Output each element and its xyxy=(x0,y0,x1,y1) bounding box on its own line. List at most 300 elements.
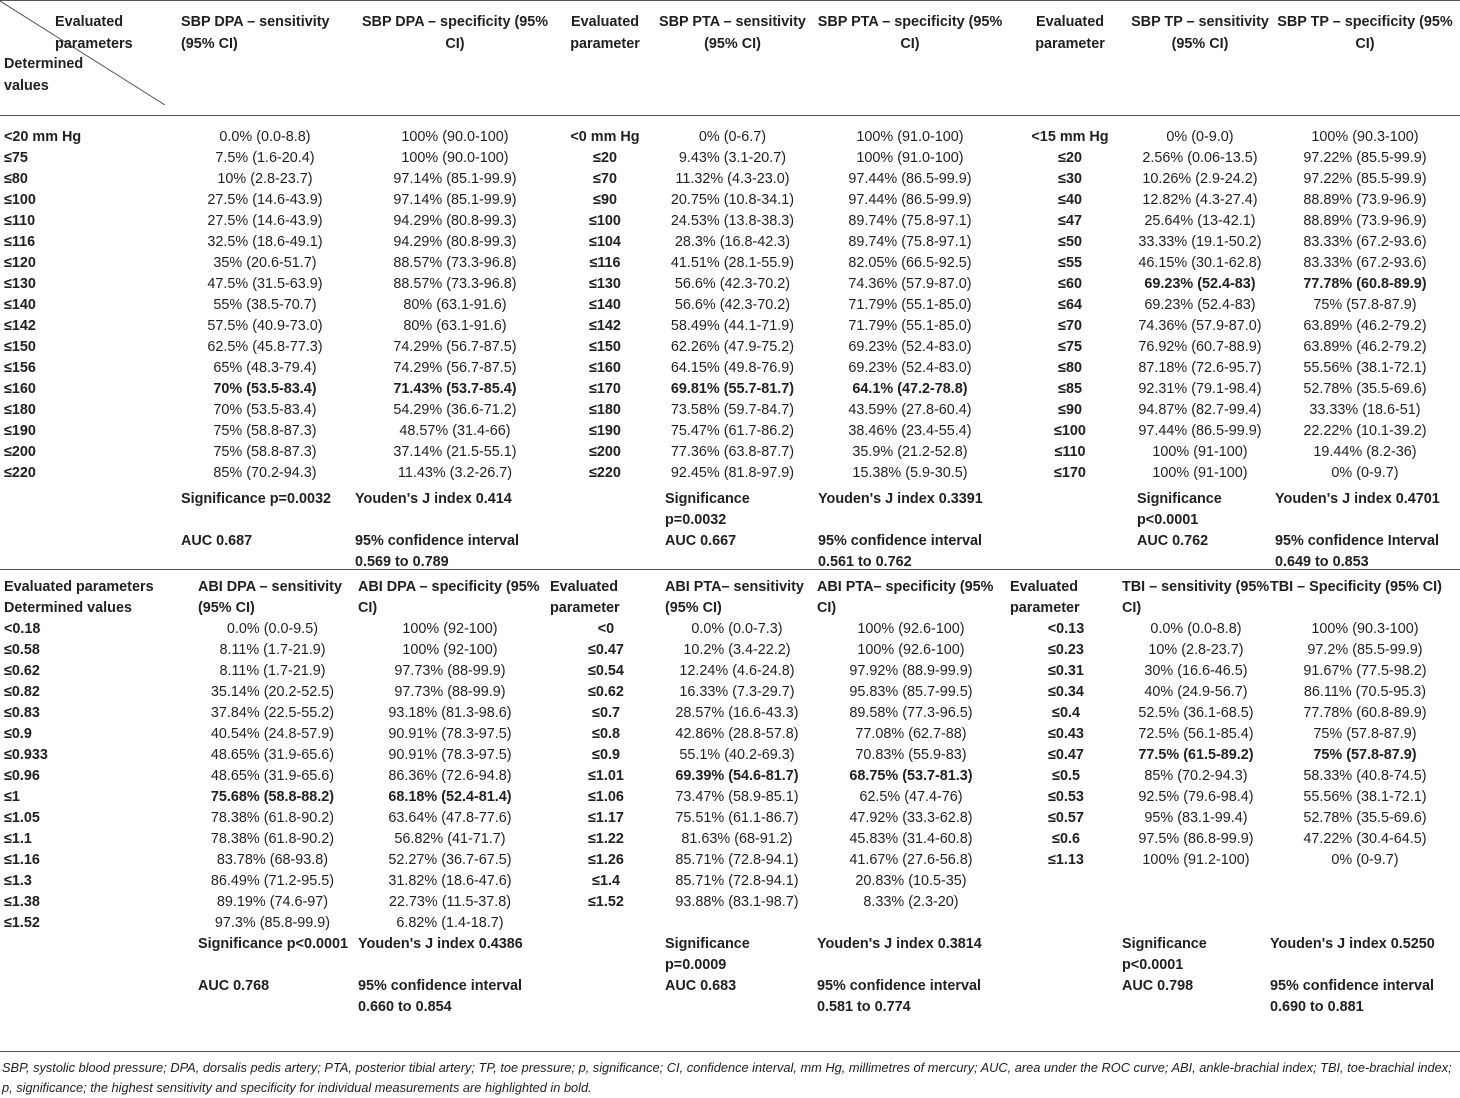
table-cell xyxy=(812,913,1010,934)
table-cell: 80% (63.1-91.6) xyxy=(403,297,507,313)
table-row xyxy=(0,871,1460,892)
table-row xyxy=(0,661,1460,682)
table-cell: 41.51% (28.1-55.9) xyxy=(670,255,795,271)
table-cell: 35% (20.6-51.7) xyxy=(213,255,317,271)
table-cell: 64.15% (49.8-76.9) xyxy=(670,360,795,376)
sbp-dpa-ci: 95% confidence interval 0.569 to 0.789 xyxy=(355,533,519,570)
table-cell: 75.47% (61.7-86.2) xyxy=(670,423,795,439)
table-cell: ≤100 xyxy=(1054,423,1086,439)
table-cell: 58.49% (44.1-71.9) xyxy=(670,318,795,334)
table-cell: 64.1% (47.2-78.8) xyxy=(852,381,968,397)
table-cell: ≤75 xyxy=(1058,339,1082,355)
table-row xyxy=(0,892,1460,913)
table-cell: 75.68% (58.8-88.2) xyxy=(210,789,335,805)
table-row xyxy=(0,619,1460,640)
sbp-header-row xyxy=(0,1,1460,116)
table-cell: 91.67% (77.5-98.2) xyxy=(1303,663,1427,679)
sbp-pta-youden: Youden's J index 0.3391 xyxy=(818,491,983,507)
table-cell: ≤220 xyxy=(4,465,36,481)
table-cell: ≤1 xyxy=(4,789,20,805)
table-cell: 55.56% (38.1-72.1) xyxy=(1303,789,1427,805)
table-cell: 92.5% (79.6-98.4) xyxy=(1138,789,1254,805)
table-cell: ≤140 xyxy=(4,297,36,313)
table-cell: 100% (91.0-100) xyxy=(856,129,964,145)
table-cell: 30% (16.6-46.5) xyxy=(1144,663,1248,679)
table-cell: ≤0.96 xyxy=(4,768,40,784)
table-cell: ≤20 xyxy=(593,150,617,166)
table-cell: 100% (90.0-100) xyxy=(401,150,509,166)
header-abi-pta-parameter: Evaluated parameter xyxy=(550,579,620,616)
table-row xyxy=(0,211,1460,232)
table-cell: 69.23% (52.4-83.0) xyxy=(848,339,972,355)
table-row xyxy=(0,232,1460,253)
header-sbp-pta-sensitivity: SBP PTA – sensitivity (95% CI) xyxy=(655,1,810,116)
table-cell: 88.57% (73.3-96.8) xyxy=(393,255,517,271)
table-cell: 88.57% (73.3-96.8) xyxy=(393,276,517,292)
table-cell: 74.29% (56.7-87.5) xyxy=(393,339,517,355)
table-row xyxy=(0,190,1460,211)
table-cell xyxy=(1270,913,1460,934)
table-cell: 75% (57.8-87.9) xyxy=(1313,297,1417,313)
table-cell: 48.57% (31.4-66) xyxy=(399,423,511,439)
table-cell: 56.6% (42.3-70.2) xyxy=(674,297,791,313)
table-cell: 77.78% (60.8-89.9) xyxy=(1303,705,1427,721)
table-cell: ≤1.52 xyxy=(4,915,40,931)
table-cell: ≤1.3 xyxy=(4,873,32,889)
table-cell: 28.3% (16.8-42.3) xyxy=(674,234,791,250)
table-cell: 52.78% (35.5-69.6) xyxy=(1303,381,1427,397)
table-cell: ≤156 xyxy=(4,360,36,376)
table-cell: 97.14% (85.1-99.9) xyxy=(393,171,517,187)
table-cell: 55% (38.5-70.7) xyxy=(213,297,317,313)
table-cell: 65% (48.3-79.4) xyxy=(213,360,317,376)
table-row xyxy=(0,316,1460,337)
table-cell: ≤0.8 xyxy=(592,726,620,742)
table-cell: 43.59% (27.8-60.4) xyxy=(848,402,972,418)
table-cell: 27.5% (14.6-43.9) xyxy=(207,192,323,208)
table-row xyxy=(0,442,1460,463)
table-row xyxy=(0,850,1460,871)
table-cell: 92.45% (81.8-97.9) xyxy=(670,465,795,481)
table-cell: 80% (63.1-91.6) xyxy=(403,318,507,334)
abi-pta-significance: Significance p=0.0009 xyxy=(665,936,750,973)
table-cell: 100% (91-100) xyxy=(1152,444,1248,460)
table-cell: ≤80 xyxy=(1058,360,1082,376)
table-cell xyxy=(1010,871,1122,892)
table-cell: 77.5% (61.5-89.2) xyxy=(1138,747,1254,763)
table-cell: ≤1.26 xyxy=(588,852,624,868)
abi-dpa-significance: Significance p<0.0001 xyxy=(198,936,348,952)
table-cell: 8.11% (1.7-21.9) xyxy=(219,663,326,679)
table-cell: 22.22% (10.1-39.2) xyxy=(1303,423,1427,439)
table-cell: 92.31% (79.1-98.4) xyxy=(1138,381,1262,397)
table-cell: 33.33% (19.1-50.2) xyxy=(1138,234,1262,250)
table-cell: 74.36% (57.9-87.0) xyxy=(1138,318,1262,334)
table-cell: 97.22% (85.5-99.9) xyxy=(1303,150,1427,166)
table-cell: 7.5% (1.6-20.4) xyxy=(215,150,315,166)
table-cell: 19.44% (8.2-36) xyxy=(1313,444,1417,460)
table-cell: 48.65% (31.9-65.6) xyxy=(210,747,335,763)
table-cell: 85% (70.2-94.3) xyxy=(1144,768,1248,784)
sbp-tp-ci: 95% confidence Interval 0.649 to 0.853 xyxy=(1275,533,1439,570)
table-cell: ≤0.43 xyxy=(1048,726,1084,742)
table-row xyxy=(0,913,1460,934)
table-cell: ≤0.5 xyxy=(1052,768,1080,784)
table-cell: 62.5% (47.4-76) xyxy=(859,789,963,805)
header-sbp-tp-sensitivity: SBP TP – sensitivity (95% CI) xyxy=(1130,1,1270,116)
sbp-pta-ci: 95% confidence interval 0.561 to 0.762 xyxy=(818,533,982,570)
table-cell: 75% (58.8-87.3) xyxy=(213,444,317,460)
table-cell: ≤0.54 xyxy=(588,663,624,679)
header-abi-pta-sensitivity: ABI PTA– sensitivity (95% CI) xyxy=(665,579,804,616)
header-sbp-tp-specificity: SBP TP – specificity (95% CI) xyxy=(1270,1,1460,116)
table-cell: ≤142 xyxy=(589,318,621,334)
table-cell: 73.47% (58.9-85.1) xyxy=(675,789,799,805)
table-cell: ≤0.83 xyxy=(4,705,40,721)
table-cell: 100% (92-100) xyxy=(402,642,498,658)
table-cell: 58.33% (40.8-74.5) xyxy=(1303,768,1427,784)
table-cell: ≤180 xyxy=(4,402,36,418)
table-cell: 97.44% (86.5-99.9) xyxy=(1138,423,1262,439)
table-cell: 20.75% (10.8-34.1) xyxy=(670,192,795,208)
table-cell: ≤120 xyxy=(4,255,36,271)
table-cell: 10% (2.8-23.7) xyxy=(217,171,313,187)
table-row xyxy=(0,724,1460,745)
table-cell: <0 mm Hg xyxy=(570,129,640,145)
table-row xyxy=(0,703,1460,724)
table-cell: 10.26% (2.9-24.2) xyxy=(1142,171,1258,187)
header-tp-parameter: Evaluated parameter xyxy=(1010,1,1130,116)
table-cell: 41.67% (27.6-56.8) xyxy=(849,852,973,868)
table-cell: ≤50 xyxy=(1058,234,1082,250)
table-cell: ≤190 xyxy=(589,423,621,439)
sbp-pta-auc: AUC 0.667 xyxy=(665,533,737,549)
table-cell: 75% (57.8-87.9) xyxy=(1313,747,1417,763)
table-cell: 89.19% (74.6-97) xyxy=(216,894,329,910)
header-tbi-parameter: Evaluated parameter xyxy=(1010,579,1080,616)
table-cell: ≤20 xyxy=(1058,150,1082,166)
table-cell: <15 mm Hg xyxy=(1031,129,1109,145)
table-cell: 85% (70.2-94.3) xyxy=(213,465,317,481)
table-cell: 85.71% (72.8-94.1) xyxy=(675,852,799,868)
table-cell: ≤0.57 xyxy=(1048,810,1084,826)
table-cell: 63.64% (47.8-77.6) xyxy=(388,810,512,826)
table-cell: 35.9% (21.2-52.8) xyxy=(852,444,968,460)
table-cell: 95.83% (85.7-99.5) xyxy=(849,684,973,700)
table-cell: ≤150 xyxy=(4,339,36,355)
tbi-ci: 95% confidence interval 0.690 to 0.881 xyxy=(1270,978,1434,1015)
table-cell: 75.51% (61.1-86.7) xyxy=(675,810,799,826)
table-cell: 81.63% (68-91.2) xyxy=(681,831,793,847)
table-cell: 97.5% (86.8-99.9) xyxy=(1138,831,1254,847)
table-cell xyxy=(1270,871,1460,892)
table-cell: ≤1.01 xyxy=(588,768,624,784)
table-cell: 82.05% (66.5-92.5) xyxy=(848,255,972,271)
table-cell: 74.29% (56.7-87.5) xyxy=(393,360,517,376)
footnote-text: SBP, systolic blood pressure; DPA, dorsalis pedis artery; PTA, posterior tibial artery; TP, toe pressure; p, significance; CI, confidence interval, mm Hg, millimetres of mercury; AUC, area under the ROC curve; ABI, ankle-brachial index; TBI, toe-brachial index; p, significance; the highest sensitivity and specificity for individual measurements are highlighted in bold. xyxy=(2,1060,1452,1095)
table-cell: 11.32% (4.3-23.0) xyxy=(675,171,790,187)
table-cell: 89.74% (75.8-97.1) xyxy=(848,213,972,229)
table-cell: ≤0.58 xyxy=(4,642,40,658)
table-cell: ≤190 xyxy=(4,423,36,439)
table-cell: ≤1.38 xyxy=(4,894,40,910)
table-cell: 0% (0-9.0) xyxy=(1166,129,1234,145)
table-row xyxy=(0,421,1460,442)
table-footnote xyxy=(0,1051,1460,1098)
table-cell: ≤180 xyxy=(589,402,621,418)
table-cell: 46.15% (30.1-62.8) xyxy=(1138,255,1262,271)
table-cell: ≤30 xyxy=(1058,171,1082,187)
table-cell: ≤160 xyxy=(589,360,621,376)
table-cell: 32.5% (18.6-49.1) xyxy=(207,234,323,250)
table-cell xyxy=(662,913,812,934)
table-cell: 9.43% (3.1-20.7) xyxy=(678,150,787,166)
table-cell: ≤1.06 xyxy=(588,789,624,805)
table-cell: 100% (91.2-100) xyxy=(1142,852,1250,868)
table-cell: 40.54% (24.8-57.9) xyxy=(210,726,335,742)
abi-tbi-table-body xyxy=(0,619,1460,934)
table-cell: 72.5% (56.1-85.4) xyxy=(1138,726,1254,742)
table-cell: 85.71% (72.8-94.1) xyxy=(675,873,799,889)
table-cell: 100% (90.0-100) xyxy=(401,129,509,145)
table-cell: 38.46% (23.4-55.4) xyxy=(848,423,972,439)
header-tbi-sensitivity: TBI – sensitivity (95% CI) xyxy=(1122,579,1270,616)
table-cell: ≤47 xyxy=(1058,213,1082,229)
abi-pta-auc: AUC 0.683 xyxy=(665,978,737,994)
abi-summary-row-1 xyxy=(0,934,1460,976)
abi-summary-row-2 xyxy=(0,976,1460,1018)
table-cell: 28.57% (16.6-43.3) xyxy=(675,705,799,721)
table-cell: 69.23% (52.4-83.0) xyxy=(848,360,972,376)
sbp-tp-significance: Significance p<0.0001 xyxy=(1137,491,1222,528)
sbp-summary-row-1 xyxy=(0,484,1460,531)
table-cell: 100% (91-100) xyxy=(1152,465,1248,481)
abi-corner-header: Evaluated parameters Determined values xyxy=(4,579,154,616)
table-cell: 86.49% (71.2-95.5) xyxy=(210,873,335,889)
table-cell: ≤0.31 xyxy=(1048,663,1084,679)
table-cell: ≤90 xyxy=(1058,402,1082,418)
table-cell: 15.38% (5.9-30.5) xyxy=(852,465,968,481)
table-cell: 27.5% (14.6-43.9) xyxy=(207,213,323,229)
table-cell: ≤1.52 xyxy=(588,894,624,910)
table-cell: ≤0.62 xyxy=(4,663,40,679)
table-cell: 56.6% (42.3-70.2) xyxy=(674,276,791,292)
table-cell: ≤200 xyxy=(4,444,36,460)
table-cell: 71.43% (53.7-85.4) xyxy=(393,381,517,397)
table-row xyxy=(0,808,1460,829)
table-cell: ≤1.4 xyxy=(592,873,620,889)
table-cell: 6.82% (1.4-18.7) xyxy=(396,915,504,931)
table-cell: 74.36% (57.9-87.0) xyxy=(848,276,972,292)
table-cell: 75% (58.8-87.3) xyxy=(213,423,317,439)
table-cell: 33.33% (18.6-51) xyxy=(1309,402,1421,418)
table-cell: ≤142 xyxy=(4,318,36,334)
table-cell: ≤70 xyxy=(1058,318,1082,334)
table-cell: 2.56% (0.06-13.5) xyxy=(1142,150,1258,166)
table-cell: 83.78% (68-93.8) xyxy=(216,852,329,868)
table-cell: 77.78% (60.8-89.9) xyxy=(1303,276,1427,292)
table-cell: ≤0.933 xyxy=(4,747,48,763)
table-cell: ≤100 xyxy=(589,213,621,229)
table-cell: 97.44% (86.5-99.9) xyxy=(848,192,972,208)
table-cell: 69.81% (55.7-81.7) xyxy=(670,381,795,397)
table-cell: 63.89% (46.2-79.2) xyxy=(1303,318,1427,334)
table-cell: 88.89% (73.9-96.9) xyxy=(1303,213,1427,229)
table-cell: ≤0.34 xyxy=(1048,684,1084,700)
table-cell: ≤0.9 xyxy=(4,726,32,742)
table-row xyxy=(0,640,1460,661)
table-cell: 0.0% (0.0-8.8) xyxy=(1150,621,1242,637)
table-row xyxy=(0,745,1460,766)
table-cell: 94.29% (80.8-99.3) xyxy=(393,213,517,229)
table-cell: ≤110 xyxy=(1054,444,1086,460)
table-cell: 70.83% (55.9-83) xyxy=(855,747,967,763)
table-cell: ≤60 xyxy=(1058,276,1082,292)
table-cell: 73.58% (59.7-84.7) xyxy=(670,402,795,418)
table-cell: 22.73% (11.5-37.8) xyxy=(388,894,512,910)
table-cell: <0.13 xyxy=(1047,621,1085,637)
table-cell: ≤1.05 xyxy=(4,810,40,826)
table-cell: 90.91% (78.3-97.5) xyxy=(388,747,512,763)
abi-dpa-ci: 95% confidence interval 0.660 to 0.854 xyxy=(358,978,522,1015)
table-row xyxy=(0,274,1460,295)
table-cell: 97.14% (85.1-99.9) xyxy=(393,192,517,208)
table-cell: ≤75 xyxy=(4,150,28,166)
table-row xyxy=(0,400,1460,421)
sbp-corner-header xyxy=(0,1,175,116)
table-cell xyxy=(1010,892,1122,913)
table-cell: 97.44% (86.5-99.9) xyxy=(848,171,972,187)
table-cell: 10% (2.8-23.7) xyxy=(1148,642,1244,658)
table-cell: 55.1% (40.2-69.3) xyxy=(679,747,795,763)
table-cell: 20.83% (10.5-35) xyxy=(855,873,967,889)
table-cell: 100% (92.6-100) xyxy=(857,642,965,658)
table-cell: ≤0.7 xyxy=(592,705,620,721)
table-cell: 47.5% (31.5-63.9) xyxy=(207,276,323,292)
table-cell: 93.88% (83.1-98.7) xyxy=(675,894,799,910)
table-cell: 37.14% (21.5-55.1) xyxy=(393,444,517,460)
table-cell: 86.11% (70.5-95.3) xyxy=(1303,684,1427,700)
table-row xyxy=(0,337,1460,358)
table-cell xyxy=(1122,871,1270,892)
table-cell: ≤1.1 xyxy=(4,831,32,847)
table-cell: 42.86% (28.8-57.8) xyxy=(675,726,799,742)
table-cell: 40% (24.9-56.7) xyxy=(1144,684,1248,700)
table-cell: 8.11% (1.7-21.9) xyxy=(219,642,326,658)
header-abi-dpa-specificity: ABI DPA – specificity (95% CI) xyxy=(358,579,540,616)
table-cell: ≤0.53 xyxy=(1048,789,1084,805)
table-cell: 75% (57.8-87.9) xyxy=(1313,726,1417,742)
table-cell: ≤0.6 xyxy=(1052,831,1080,847)
table-cell: ≤116 xyxy=(589,255,621,271)
sbp-dpa-auc: AUC 0.687 xyxy=(181,533,253,549)
sbp-table-body xyxy=(0,116,1460,485)
table-cell: 57.5% (40.9-73.0) xyxy=(207,318,323,334)
table-cell: 78.38% (61.8-90.2) xyxy=(210,831,335,847)
table-cell: 77.08% (62.7-88) xyxy=(855,726,967,742)
table-row xyxy=(0,295,1460,316)
table-cell: ≤220 xyxy=(589,465,621,481)
table-cell: ≤0.62 xyxy=(588,684,624,700)
table-row xyxy=(0,682,1460,703)
table-cell: 100% (90.3-100) xyxy=(1311,621,1419,637)
table-cell: 45.83% (31.4-60.8) xyxy=(849,831,973,847)
table-cell: 12.82% (4.3-27.4) xyxy=(1142,192,1258,208)
table-cell: 35.14% (20.2-52.5) xyxy=(210,684,335,700)
table-cell: ≤1.17 xyxy=(588,810,624,826)
table-cell: 62.26% (47.9-75.2) xyxy=(670,339,795,355)
header-sbp-dpa-sensitivity: SBP DPA – sensitivity (95% CI) xyxy=(175,1,355,116)
table-cell: 0% (0-6.7) xyxy=(698,129,767,145)
table-cell: ≤100 xyxy=(4,192,36,208)
sbp-tp-youden: Youden's J index 0.4701 xyxy=(1275,491,1440,507)
table-cell: 0% (0-9.7) xyxy=(1331,465,1399,481)
table-cell: 25.64% (13-42.1) xyxy=(1144,213,1256,229)
table-cell: 16.33% (7.3-29.7) xyxy=(679,684,795,700)
table-row xyxy=(0,169,1460,190)
table-cell: 97.73% (88-99.9) xyxy=(394,663,506,679)
table-cell: 68.75% (53.7-81.3) xyxy=(849,768,973,784)
table-row xyxy=(0,463,1460,484)
table-cell: 63.89% (46.2-79.2) xyxy=(1303,339,1427,355)
table-cell: ≤170 xyxy=(589,381,621,397)
table-cell: 24.53% (13.8-38.3) xyxy=(670,213,795,229)
header-sbp-dpa-specificity: SBP DPA – specificity (95% CI) xyxy=(355,1,555,116)
table-cell: ≤85 xyxy=(1058,381,1082,397)
table-cell: 11.43% (3.2-26.7) xyxy=(397,465,513,481)
table-cell: 55.56% (38.1-72.1) xyxy=(1303,360,1427,376)
table-cell: 0% (0-9.7) xyxy=(1331,852,1399,868)
table-cell: 97.22% (85.5-99.9) xyxy=(1303,171,1427,187)
table-cell: 83.33% (67.2-93.6) xyxy=(1303,255,1427,271)
sbp-summary xyxy=(0,484,1460,579)
table-cell: ≤0.9 xyxy=(592,747,620,763)
table-row xyxy=(0,148,1460,169)
table-cell: 94.29% (80.8-99.3) xyxy=(393,234,517,250)
table-cell: 47.92% (33.3-62.8) xyxy=(849,810,973,826)
table-cell: 71.79% (55.1-85.0) xyxy=(848,318,972,334)
table-cell: ≤200 xyxy=(589,444,621,460)
header-abi-pta-specificity: ABI PTA– specificity (95% CI) xyxy=(817,579,994,616)
table-cell: 69.23% (52.4-83) xyxy=(1144,297,1256,313)
table-cell: ≤110 xyxy=(4,213,36,229)
table-cell: 93.18% (81.3-98.6) xyxy=(388,705,512,721)
abi-tbi-table xyxy=(0,569,1460,1018)
table-cell: 52.5% (36.1-68.5) xyxy=(1138,705,1254,721)
table-cell: 95% (83.1-99.4) xyxy=(1144,810,1248,826)
table-cell: ≤55 xyxy=(1058,255,1082,271)
table-cell: 86.36% (72.6-94.8) xyxy=(388,768,512,784)
table-cell xyxy=(1010,913,1122,934)
sbp-pta-significance: Significance p=0.0032 xyxy=(665,491,750,528)
table-cell: 94.87% (82.7-99.4) xyxy=(1138,402,1262,418)
table-cell: 97.73% (88-99.9) xyxy=(394,684,506,700)
table-cell: 100% (90.3-100) xyxy=(1311,129,1419,145)
table-cell: 48.65% (31.9-65.6) xyxy=(210,768,335,784)
table-cell: ≤80 xyxy=(4,171,28,187)
abi-summary xyxy=(0,934,1460,1018)
table-cell: ≤1.22 xyxy=(588,831,624,847)
abi-header-row xyxy=(0,570,1460,620)
header-sbp-pta-specificity: SBP PTA – specificity (95% CI) xyxy=(810,1,1010,116)
table-row xyxy=(0,358,1460,379)
table-cell: ≤64 xyxy=(1058,297,1082,313)
table-cell: 0.0% (0.0-8.8) xyxy=(219,129,311,145)
table-cell: ≤150 xyxy=(589,339,621,355)
abi-pta-youden: Youden's J index 0.3814 xyxy=(817,936,982,952)
table-cell: ≤130 xyxy=(4,276,36,292)
table-cell: 31.82% (18.6-47.6) xyxy=(388,873,512,889)
